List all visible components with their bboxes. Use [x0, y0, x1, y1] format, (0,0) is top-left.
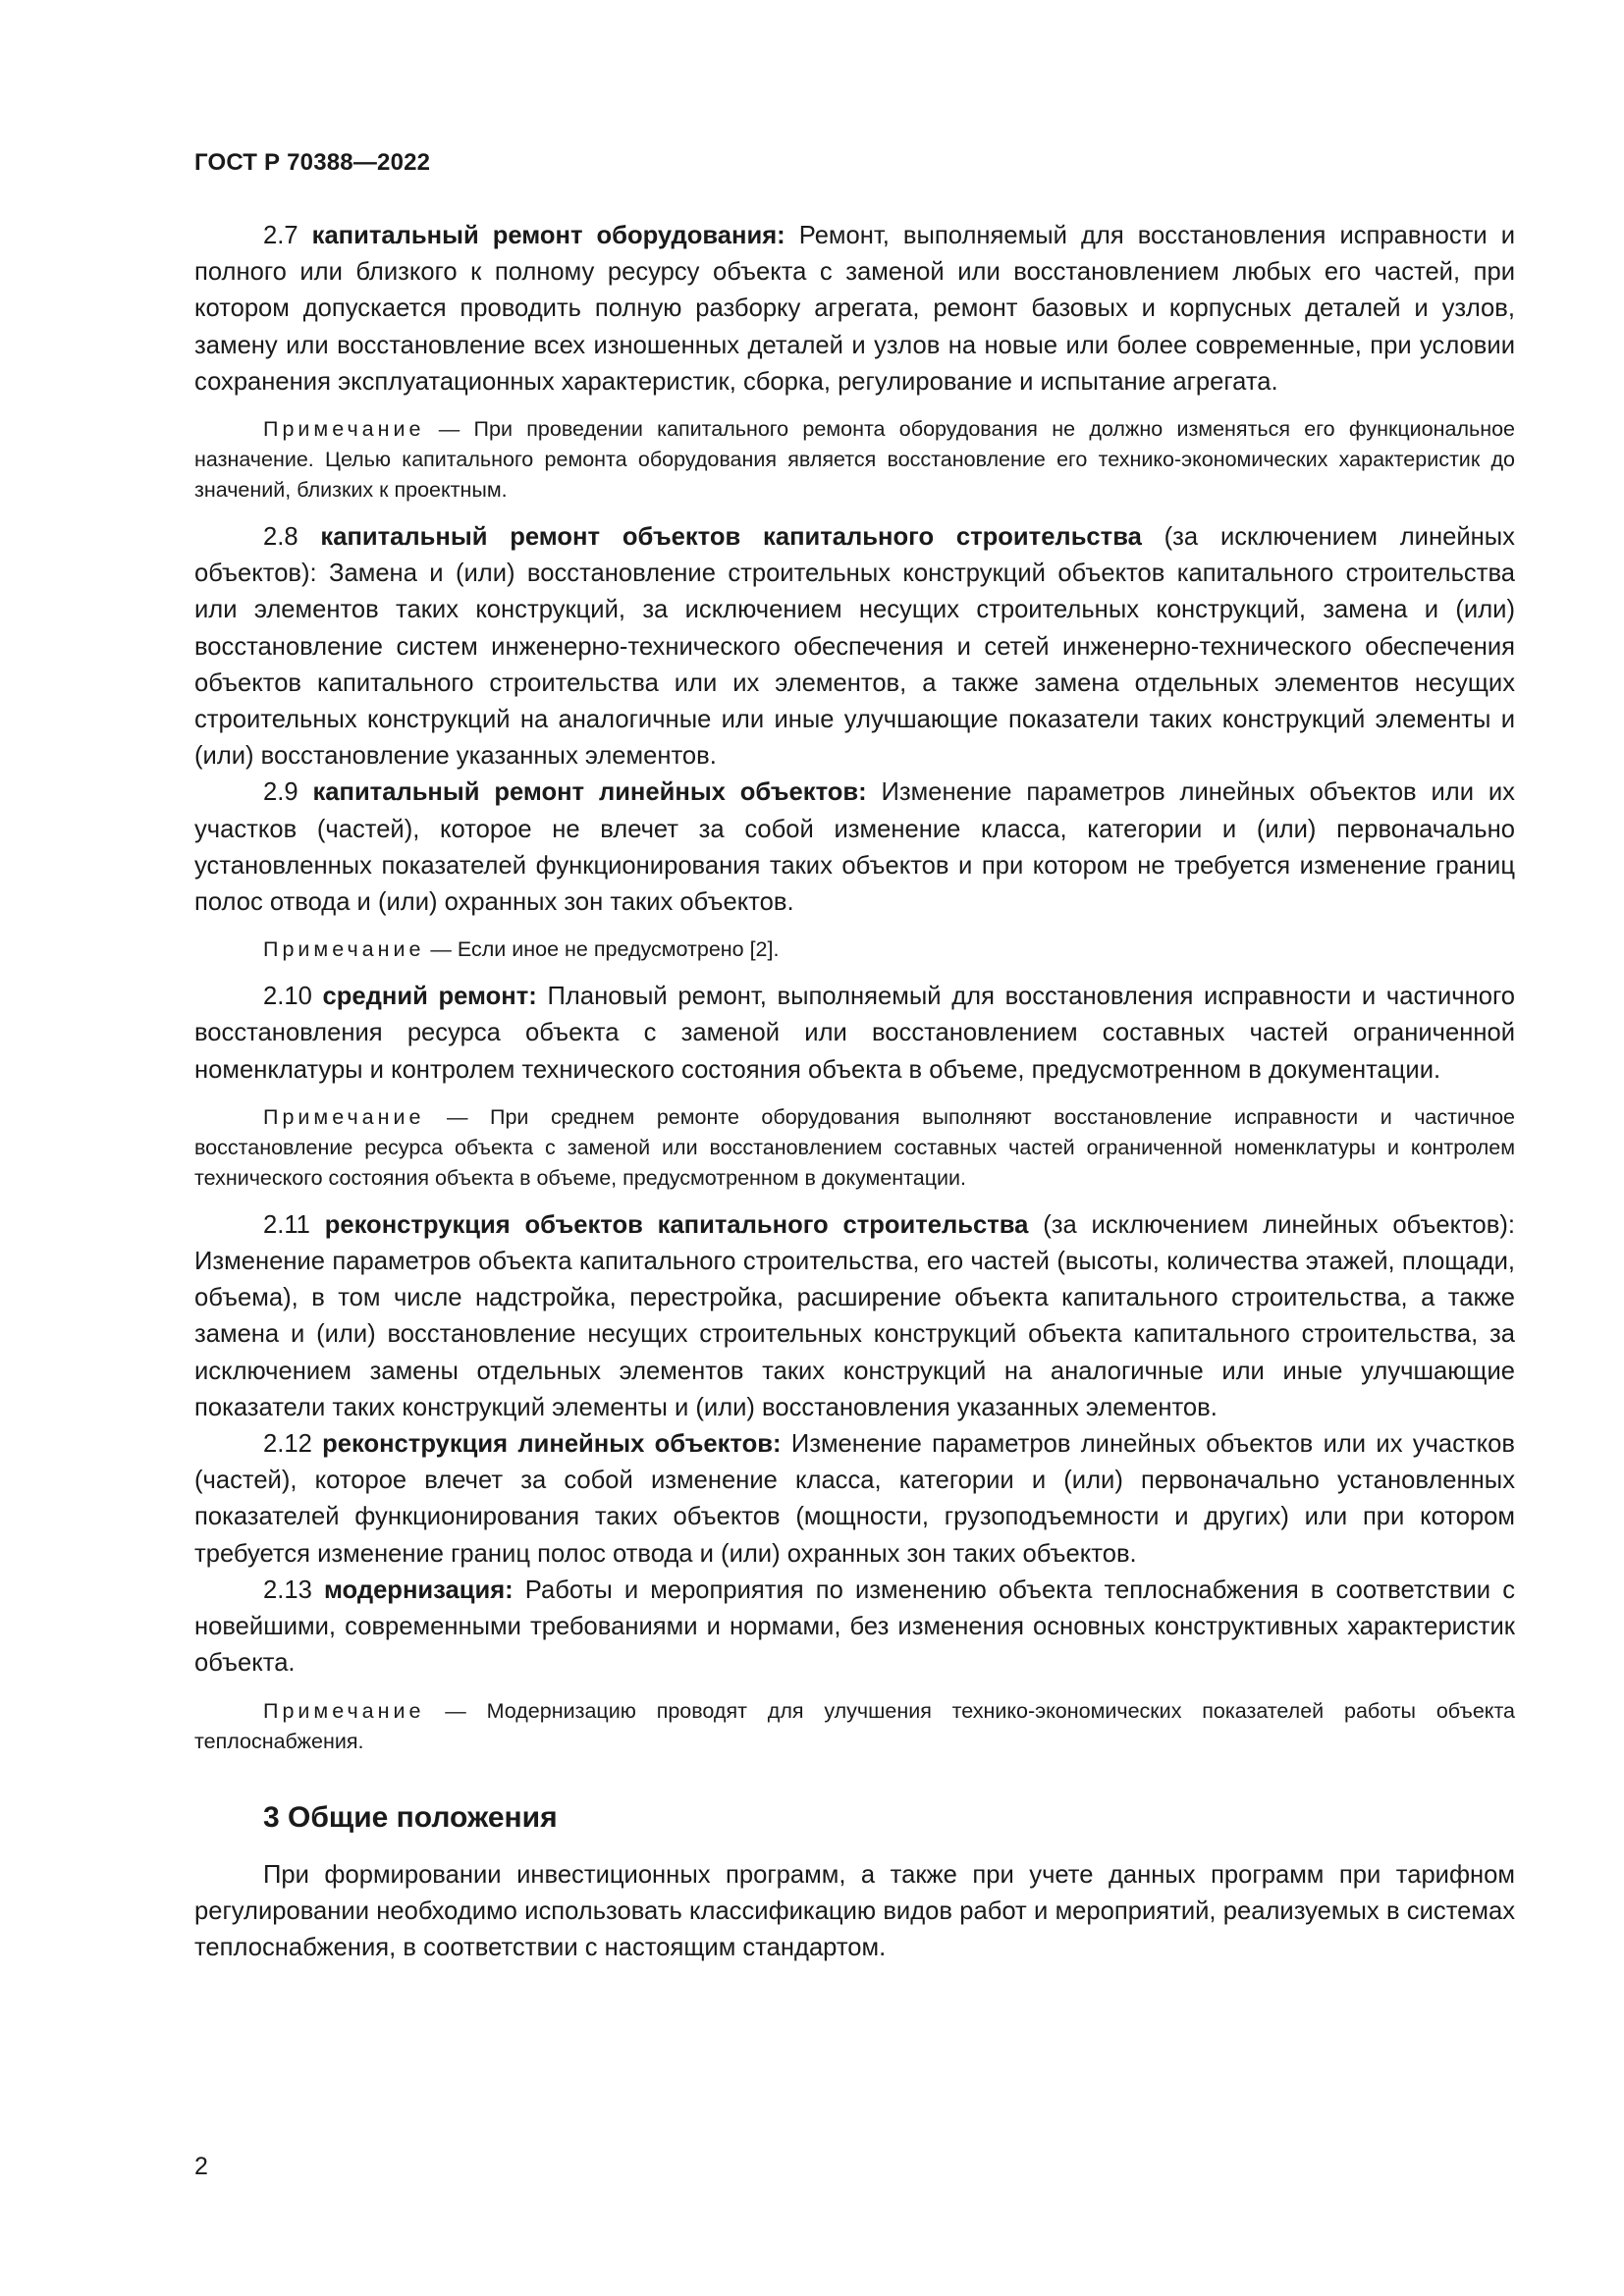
- term: капитальный ремонт линейных объектов:: [312, 778, 867, 807]
- note-text: Модернизацию проводят для улучшения технико-экономических показателей работы объекта теплоснабжения.: [194, 1698, 1516, 1753]
- definition-text: (за исключением линейных объектов): Замена и (или) восстановление строительных конструкций объектов капитального строительства или элементов таких конструкций, за исключением несущих строительных конструкций, замена и (или) восстановление систем инженерно-технического обеспечения и сетей инженерно-технического обеспечения объектов капитального строительства или их элементов, а также замена отдельных элементов несущих строительных конструкций на аналогичные или иные улучшающие показатели таких конструкций элементы и (или) восстановление указанных элементов.: [194, 523, 1515, 771]
- definition-text: Изменение параметров линейных объектов или их участков (частей), которое влечет за собой изменение класса, категории и (или) первоначально установленных показателей функционирования таких объектов (мощности, грузоподъемности и других) или при котором требуется изменение границ полос отвода и (или) охранных зон таких объектов.: [194, 1430, 1515, 1568]
- clause-number: 2.13: [263, 1575, 324, 1604]
- note-2-7: Примечание — При проведении капитального ремонта оборудования не должно изменяться его функциональное назначение. Целью капитального ремонта оборудования является восстановление его технико-экономических характеристик до значений, близких к проектным.: [194, 417, 1516, 503]
- definition-text: Плановый ремонт, выполняемый для восстановления исправности и частичного восстановления ресурса объекта с заменой или восстановлением составных частей ограниченной номенклатуры и контролем технического состояния объекта в объеме, предусмотренном в документации.: [194, 983, 1515, 1084]
- page-number: 2: [194, 2153, 208, 2180]
- clause-number: 2.11: [263, 1210, 325, 1239]
- note-2-10: Примечание — При среднем ремонте оборудования выполняют восстановление исправности и частичное восстановление ресурса объекта с заменой или восстановлением составных частей ограниченной номенклатуры и контролем технического состояния объекта в объеме, предусмотренном в документации.: [194, 1104, 1515, 1190]
- note-text: При среднем ремонте оборудования выполняют восстановление исправности и частичное восстановление ресурса объекта с заменой или восстановлением составных частей ограниченной номенклатуры и контролем технического состояния объекта в объеме, предусмотренном в документации.: [194, 1104, 1515, 1190]
- definition-2-7: [194, 218, 1515, 400]
- definition-2-9: [194, 774, 1515, 921]
- definition-text: (за исключением линейных объектов): Изменение параметров объекта капитального строительства, его частей (высоты, количества этажей, площади, объема), в том числе надстройка, перестройка, расширение объекта капитального строительства, а также замена и (или) восстановление несущих строительных конструкций объекта капитального строительства, за исключением замены отдельных элементов таких конструкций на аналогичные или иные улучшающие показатели таких конструкций элементы и (или) восстановления указанных элементов.: [194, 1210, 1515, 1421]
- document-header: ГОСТ Р 70388—2022: [194, 149, 431, 176]
- note-label: Примечание: [263, 417, 425, 442]
- document-body: [194, 218, 1515, 1966]
- note-label: Примечание: [263, 1698, 425, 1723]
- note-2-9: Примечание — Если иное не предусмотрено [2].: [263, 937, 780, 962]
- clause-number: 2.9: [263, 778, 313, 807]
- note-label: Примечание: [263, 937, 425, 962]
- clause-number: 2.12: [263, 1430, 323, 1459]
- term: капитальный ремонт объектов капитального строительства: [320, 523, 1142, 552]
- note-text: Если иное не предусмотрено [2].: [457, 937, 780, 962]
- section-heading: 3 Общие положения: [263, 1800, 558, 1834]
- term: реконструкция линейных объектов:: [322, 1430, 782, 1459]
- definition-2-12: [194, 1426, 1515, 1573]
- term: реконструкция объектов капитального строительства: [324, 1210, 1029, 1239]
- clause-number: 2.10: [263, 983, 323, 1011]
- definition-2-8: [194, 519, 1515, 774]
- term: модернизация:: [323, 1575, 514, 1604]
- note-2-13: Примечание — Модернизацию проводят для улучшения технико-экономических показателей работы объекта теплоснабжения.: [194, 1698, 1516, 1753]
- definition-2-10: [194, 979, 1515, 1089]
- definition-2-11: [194, 1207, 1515, 1426]
- definition-text: Изменение параметров линейных объектов или их участков (частей), которое не влечет за собой изменение класса, категории и (или) первоначально установленных показателей функционирования таких объектов и при котором не требуется изменение границ полос отвода и (или) охранных зон таких объектов.: [194, 778, 1515, 917]
- note-label: Примечание: [263, 1104, 425, 1129]
- definition-2-13: [194, 1573, 1515, 1682]
- term: средний ремонт:: [322, 983, 537, 1011]
- section-paragraph: При формировании инвестиционных программ, а также при учете данных программ при тарифном регулировании необходимо использовать классификацию видов работ и мероприятий, реализуемых в системах теплоснабжения, в соответствии с настоящим стандартом.: [194, 1860, 1515, 1961]
- clause-number: 2.7: [263, 222, 312, 249]
- definition-text: Работы и мероприятия по изменению объекта теплоснабжения в соответствии с новейшими, современными требованиями и нормами, без изменения основных конструктивных характеристик объекта.: [194, 1575, 1515, 1678]
- definition-text: Ремонт, выполняемый для восстановления исправности и полного или близкого к полному ресурсу объекта с заменой или восстановлением любых его частей, при котором допускается проводить полную разборку агрегата, ремонт базовых и корпусных деталей и узлов, замену или восстановление всех изношенных деталей и узлов на новые или более современные, при условии сохранения эксплуатационных характеристик, сборка, регулирование и испытание агрегата.: [194, 222, 1515, 396]
- note-text: При проведении капитального ремонта оборудования не должно изменяться его функциональное назначение. Целью капитального ремонта оборудования является восстановление его технико-экономических характеристик до значений, близких к проектным.: [194, 417, 1516, 503]
- clause-number: 2.8: [263, 523, 321, 552]
- term: капитальный ремонт оборудования:: [311, 222, 785, 249]
